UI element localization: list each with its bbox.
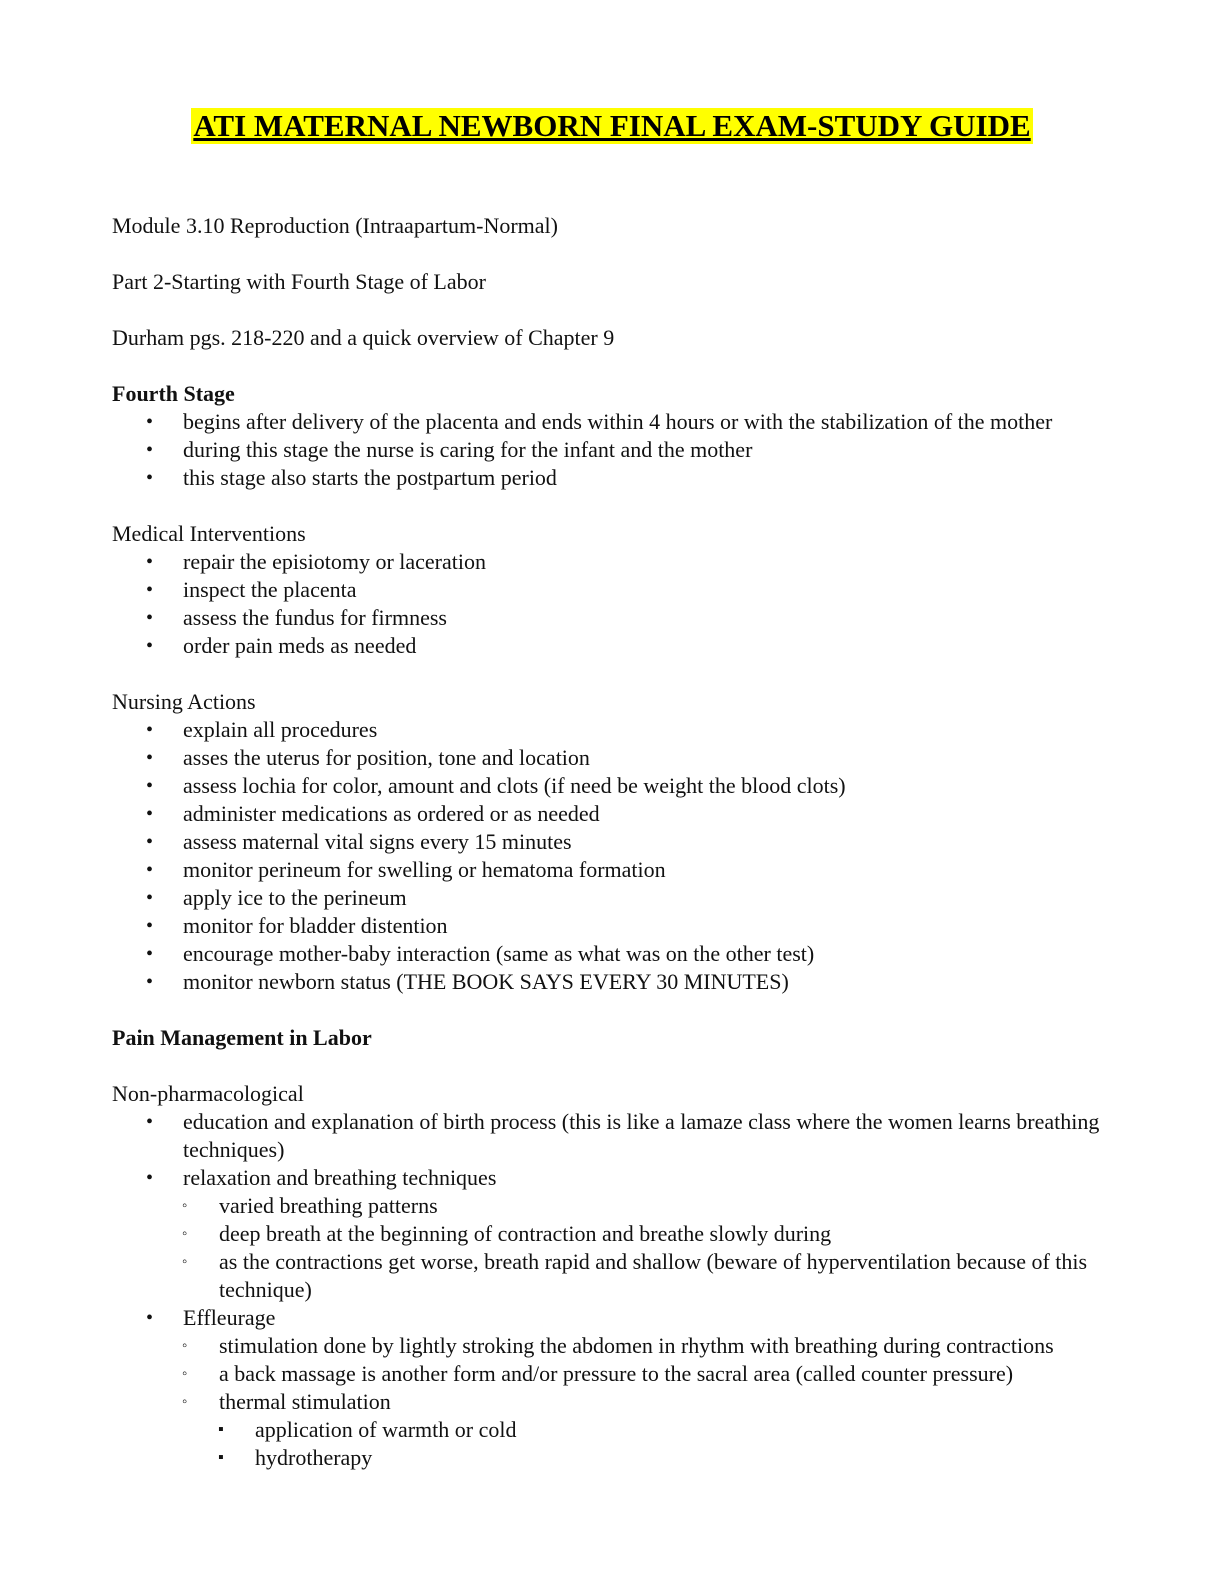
list-item (112, 1108, 1112, 1164)
list-item (112, 912, 1112, 940)
list-item-text: inspect the placenta (183, 577, 357, 602)
list-item-text: begins after delivery of the placenta and ends within 4 hours or with the stabilization of the mother (183, 409, 1053, 434)
list-item-text: relaxation and breathing techniques (183, 1165, 497, 1190)
bullet-icon: • (146, 719, 154, 741)
list-item (112, 548, 1112, 576)
module-line: Module 3.10 Reproduction (Intraapartum-Normal) (112, 213, 558, 238)
bullet-icon: • (146, 439, 154, 461)
list-item (112, 968, 1112, 996)
list-item (112, 632, 1112, 660)
bullet-icon: • (146, 467, 154, 489)
list-item (112, 436, 1112, 464)
non-pharmacological-list (112, 1108, 1112, 1472)
list-item-text: stimulation done by lightly stroking the abdomen in rhythm with breathing during contractions (219, 1333, 1054, 1358)
fourth-stage-heading: Fourth Stage (112, 381, 235, 406)
circle-bullet-icon: ◦ (182, 1338, 188, 1354)
list-item-text: order pain meds as needed (183, 633, 417, 658)
list-item-text: monitor perineum for swelling or hematoma formation (183, 857, 666, 882)
bullet-icon: • (146, 579, 154, 601)
list-item-text: deep breath at the beginning of contraction and breathe slowly during (219, 1221, 832, 1246)
square-bullet-icon: ▪ (218, 1421, 224, 1438)
list-item (112, 1164, 1112, 1192)
list-item-text: Effleurage (183, 1305, 276, 1330)
bullet-icon: • (146, 775, 154, 797)
sub-sub-list-item (112, 1416, 1112, 1444)
list-item-text: varied breathing patterns (219, 1193, 438, 1218)
list-item-text: hydrotherapy (255, 1445, 373, 1470)
list-item (112, 744, 1112, 772)
bullet-icon: • (146, 1307, 154, 1329)
document-body (112, 212, 1112, 1500)
list-item (112, 856, 1112, 884)
list-item (112, 772, 1112, 800)
bullet-icon: • (146, 635, 154, 657)
list-item (112, 800, 1112, 828)
medical-interventions-section (112, 520, 1112, 660)
list-item-text: repair the episiotomy or laceration (183, 549, 486, 574)
bullet-icon: • (146, 803, 154, 825)
bullet-icon: • (146, 1111, 154, 1133)
fourth-stage-list (112, 408, 1112, 492)
bullet-icon: • (146, 859, 154, 881)
circle-bullet-icon: ◦ (182, 1366, 188, 1382)
list-item-text: apply ice to the perineum (183, 885, 407, 910)
list-item (112, 1304, 1112, 1332)
list-item (112, 940, 1112, 968)
list-item-text: explain all procedures (183, 717, 378, 742)
bullet-icon: • (146, 831, 154, 853)
pain-management-heading: Pain Management in Labor (112, 1025, 372, 1050)
bullet-icon: • (146, 915, 154, 937)
bullet-icon: • (146, 943, 154, 965)
part-line: Part 2-Starting with Fourth Stage of Labor (112, 269, 486, 294)
list-item-text: monitor for bladder distention (183, 913, 448, 938)
list-item (112, 884, 1112, 912)
sub-list-item (112, 1360, 1112, 1388)
nursing-actions-heading: Nursing Actions (112, 689, 256, 714)
list-item-text: assess lochia for color, amount and clots (if need be weight the blood clots) (183, 773, 846, 798)
sub-list-item (112, 1388, 1112, 1416)
list-item (112, 604, 1112, 632)
sub-sub-list-item (112, 1444, 1112, 1472)
bullet-icon: • (146, 747, 154, 769)
list-item (112, 828, 1112, 856)
list-item-text: as the contractions get worse, breath rapid and shallow (beware of hyperventilation because of this technique) (219, 1249, 1088, 1302)
page-title: ATI MATERNAL NEWBORN FINAL EXAM-STUDY GUIDE (193, 108, 1031, 143)
title-container (0, 108, 1224, 144)
medical-interventions-heading: Medical Interventions (112, 521, 306, 546)
circle-bullet-icon: ◦ (182, 1226, 188, 1242)
circle-bullet-icon: ◦ (182, 1254, 188, 1270)
list-item-text: education and explanation of birth process (this is like a lamaze class where the women learns breathing techniques) (183, 1109, 1100, 1162)
fourth-stage-section (112, 380, 1112, 492)
list-item-text: assess maternal vital signs every 15 minutes (183, 829, 572, 854)
list-item-text: application of warmth or cold (255, 1417, 517, 1442)
sub-list-item (112, 1192, 1112, 1220)
list-item-text: administer medications as ordered or as needed (183, 801, 600, 826)
bullet-icon: • (146, 1167, 154, 1189)
list-item-text: a back massage is another form and/or pressure to the sacral area (called counter pressure) (219, 1361, 1014, 1386)
square-bullet-icon: ▪ (218, 1449, 224, 1466)
circle-bullet-icon: ◦ (182, 1198, 188, 1214)
reference-line: Durham pgs. 218-220 and a quick overview of Chapter 9 (112, 325, 615, 350)
non-pharmacological-section (112, 1080, 1112, 1472)
bullet-icon: • (146, 551, 154, 573)
list-item-text: monitor newborn status (THE BOOK SAYS EVERY 30 MINUTES) (183, 969, 789, 994)
bullet-icon: • (146, 887, 154, 909)
list-item (112, 464, 1112, 492)
list-item (112, 408, 1112, 436)
list-item-text: thermal stimulation (219, 1389, 391, 1414)
list-item (112, 576, 1112, 604)
list-item-text: during this stage the nurse is caring for the infant and the mother (183, 437, 753, 462)
list-item-text: encourage mother-baby interaction (same as what was on the other test) (183, 941, 815, 966)
bullet-icon: • (146, 411, 154, 433)
non-pharmacological-heading: Non-pharmacological (112, 1081, 304, 1106)
bullet-icon: • (146, 971, 154, 993)
list-item-text: this stage also starts the postpartum period (183, 465, 557, 490)
sub-list-item (112, 1220, 1112, 1248)
list-item-text: asses the uterus for position, tone and location (183, 745, 590, 770)
nursing-actions-section (112, 688, 1112, 996)
bullet-icon: • (146, 607, 154, 629)
list-item (112, 716, 1112, 744)
medical-interventions-list (112, 548, 1112, 660)
sub-list-item (112, 1248, 1112, 1304)
list-item-text: assess the fundus for firmness (183, 605, 447, 630)
sub-list-item (112, 1332, 1112, 1360)
nursing-actions-list (112, 716, 1112, 996)
circle-bullet-icon: ◦ (182, 1394, 188, 1410)
